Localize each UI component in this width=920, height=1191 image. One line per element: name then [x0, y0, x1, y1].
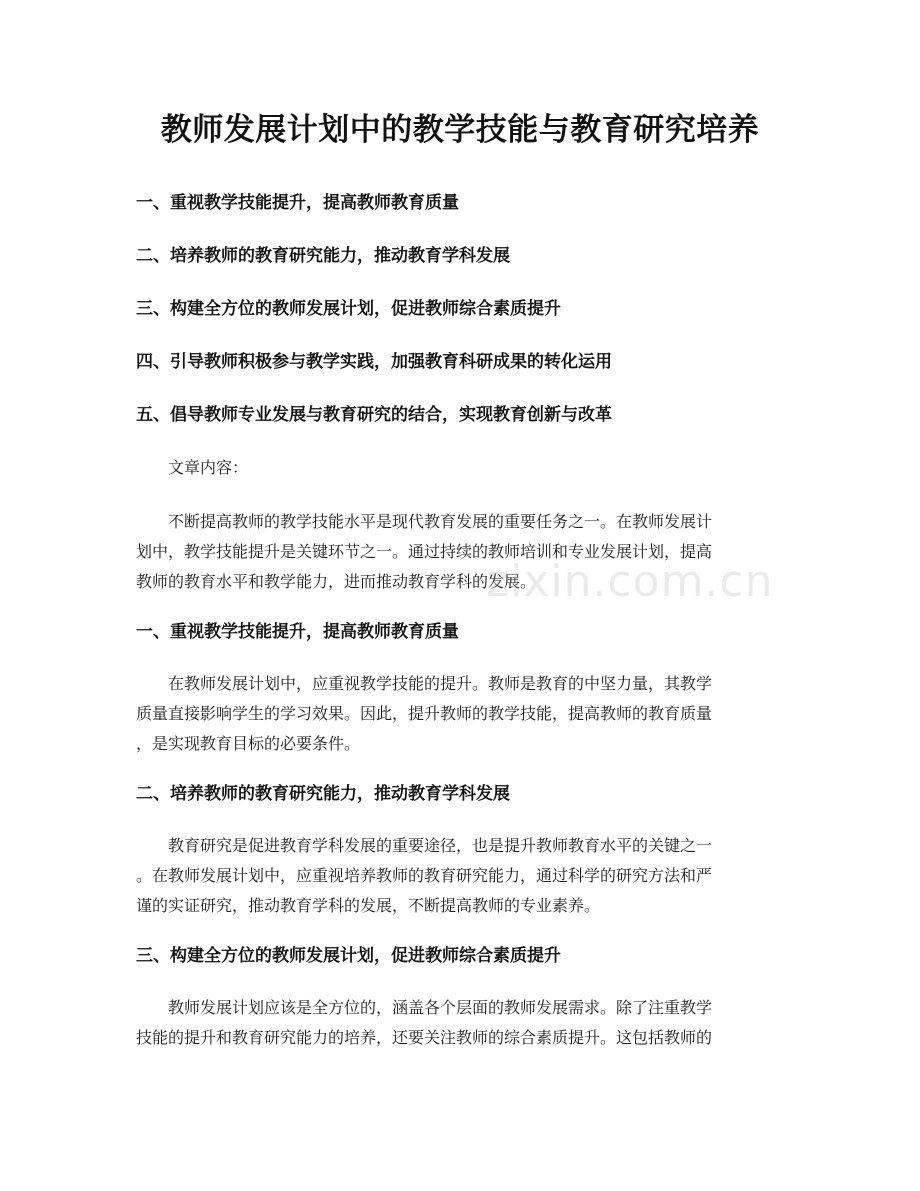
paragraph-line: 在教师发展计划中，应重视教学技能的提升。教师是教育的中坚力量，其教学: [168, 674, 713, 693]
paragraph-line: 谨的实证研究，推动教育学科的发展，不断提高教师的专业素养。: [136, 896, 601, 915]
paragraph-line: 。在教师发展计划中，应重视培养教师的教育研究能力，通过科学的研究方法和严: [136, 866, 713, 885]
paragraph-line: 不断提高教师的教学技能水平是现代教育发展的重要任务之一。在教师发展计: [168, 512, 713, 531]
paragraph-line: 教师的教育水平和教学能力，进而推动教育学科的发展。: [136, 572, 537, 591]
section-heading: 二、培养教师的教育研究能力，推动教育学科发展: [136, 784, 510, 804]
document-title: 教师发展计划中的教学技能与教育研究培养: [160, 112, 760, 148]
section-paragraph: [136, 993, 784, 1053]
toc-item: 四、引导教师积极参与教学实践，加强教育科研成果的转化运用: [136, 352, 612, 372]
toc-item: 五、倡导教师专业发展与教育研究的结合，实现教育创新与改革: [136, 405, 612, 425]
paragraph-line: 质量直接影响学生的学习效果。因此，提升教师的教学技能，提高教师的教育质量: [136, 704, 713, 723]
content-label: 文章内容：: [168, 458, 249, 477]
section-heading: 三、构建全方位的教师发展计划，促进教师综合素质提升: [136, 946, 561, 966]
paragraph-line: 技能的提升和教育研究能力的培养，还要关注教师的综合素质提升。这包括教师的: [136, 1028, 713, 1047]
section-heading: 一、重视教学技能提升，提高教师教育质量: [136, 622, 459, 642]
paragraph-line: ，是实现教育目标的必要条件。: [136, 734, 361, 753]
toc-item: 二、培养教师的教育研究能力，推动教育学科发展: [136, 246, 510, 266]
paragraph-line: 教师发展计划应该是全方位的，涵盖各个层面的教师发展需求。除了注重教学: [168, 998, 713, 1017]
intro-paragraph: [136, 507, 784, 597]
toc-item: 一、重视教学技能提升，提高教师教育质量: [136, 193, 459, 213]
toc-item: 三、构建全方位的教师发展计划，促进教师综合素质提升: [136, 299, 561, 319]
paragraph-line: 教育研究是促进教育学科发展的重要途径，也是提升教师教育水平的关键之一: [168, 836, 713, 855]
section-paragraph: [136, 669, 784, 759]
table-of-contents: [136, 190, 784, 428]
watermark-text: zixin.com.cn: [486, 556, 774, 607]
paragraph-line: 划中，教学技能提升是关键环节之一。通过持续的教师培训和专业发展计划，提高: [136, 542, 713, 561]
section-paragraph: [136, 831, 784, 921]
